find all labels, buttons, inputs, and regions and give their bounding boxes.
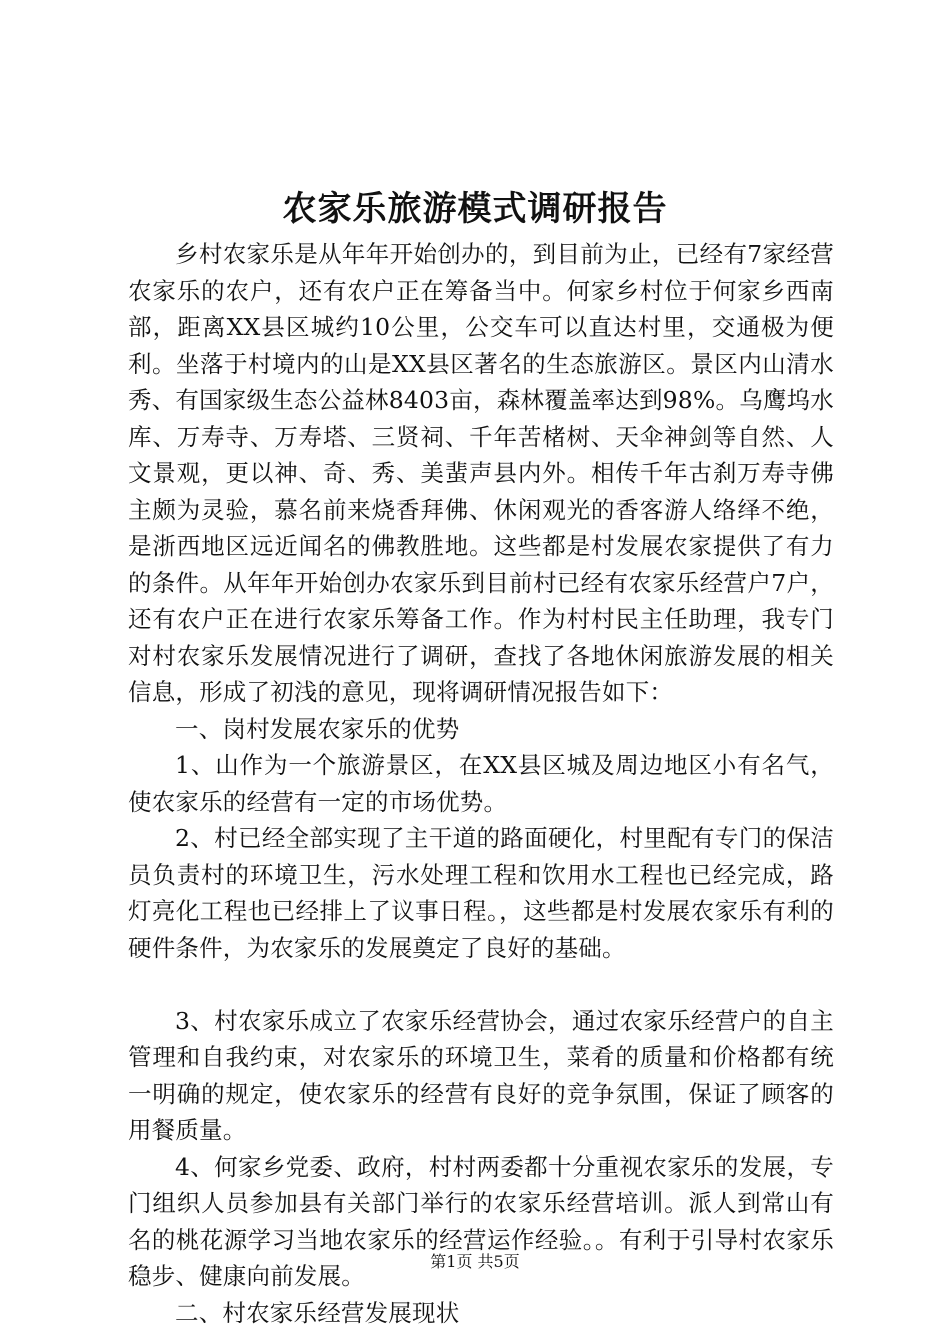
advantage-item-3: 3、村农家乐成立了农家乐经营协会，通过农家乐经营户的自主管理和自我约束，对农家乐的环境卫生，菜肴的质量和价格都有统一明确的规定，使农家乐的经营有良好的竞争氛围，保证了顾客的用餐质量。 (128, 1006, 834, 1144)
advantage-item-2: 2、村已经全部实现了主干道的路面硬化，村里配有专门的保洁员负责村的环境卫生，污水处理工程和饮用水工程也已经完成，路灯亮化工程也已经排上了议事日程。，这些都是村发展农家乐有利的硬件条件，为农家乐的发展奠定了良好的基础。 (128, 824, 834, 962)
page-number-footer: 第1页 共5页 (430, 1252, 520, 1271)
section-heading-status: 二、村农家乐经营发展现状 (175, 1298, 460, 1327)
intro-paragraph: 乡村农家乐是从年年开始创办的，到目前为止，已经有7家经营农家乐的农户，还有农户正在筹备当中。何家乡村位于何家乡西南部，距离XX县区城约10公里，公交车可以直达村里，交通极为便利。坐落于村境内的山是XX县区著名的生态旅游区。景区内山清水秀、有国家级生态公益林8403亩，森林覆盖率达到98%。乌鹰坞水库、万寿寺、万寿塔、三贤祠、千年苦楮树、天伞神剑等自然、人文景观，更以神、奇、秀、美蜚声县内外。相传千年古刹万寿寺佛主颇为灵验，慕名前来烧香拜佛、休闲观光的香客游人络绎不绝，是浙西地区远近闻名的佛教胜地。这些都是村发展农家提供了有力的条件。从年年开始创办农家乐到目前村已经有农家乐经营户7户，还有农户正在进行农家乐筹备工作。作为村村民主任助理，我专门对村农家乐发展情况进行了调研，查找了各地休闲旅游发展的相关信息，形成了初浅的意见，现将调研情况报告如下： (128, 240, 834, 706)
document-body (128, 236, 834, 1331)
advantage-item-4: 4、何家乡党委、政府，村村两委都十分重视农家乐的发展，专门组织人员参加县有关部门举行的农家乐经营培训。派人到常山有名的桃花源学习当地农家乐的经营运作经验。。有利于引导村农家乐稳步、健康向前发展。 (128, 1152, 834, 1290)
document-title: 农家乐旅游模式调研报告 (282, 189, 668, 229)
advantage-item-1: 1、山作为一个旅游景区，在XX县区城及周边地区小有名气，使农家乐的经营有一定的市场优势。 (128, 751, 834, 816)
paragraph-gap (128, 966, 834, 1003)
section-heading-advantages: 一、岗村发展农家乐的优势 (175, 714, 460, 743)
